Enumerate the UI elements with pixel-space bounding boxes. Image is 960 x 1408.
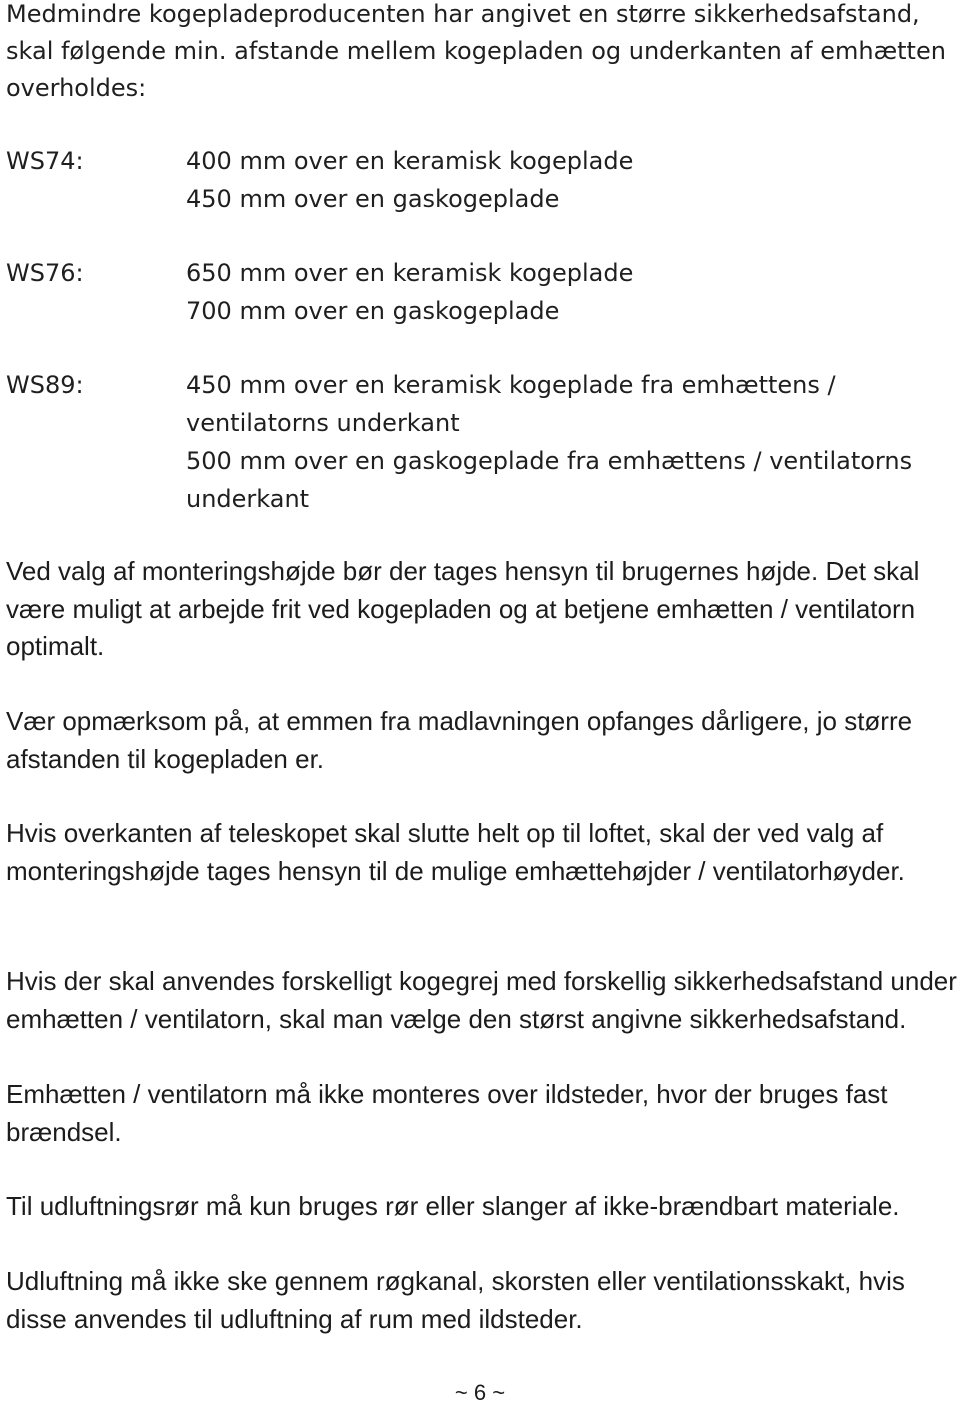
paragraph-safety-distance: Hvis der skal anvendes forskelligt kogegrej med forskellig sikkerhedsafstand under emhætten / ventilatorn, skal man vælge den størst angivne sikkerhedsafstand. (6, 966, 957, 1034)
spec-line: 450 mm over en keramisk kogeplade fra emhættens / (186, 371, 836, 399)
paragraph-mounting-height: Ved valg af monteringshøjde bør der tages hensyn til brugernes højde. Det skal være muligt at arbejde frit ved kogepladen og at betjene emhætten / ventilatorn optimalt. (6, 556, 920, 661)
model-label: WS74: (6, 147, 84, 175)
model-label: WS89: (6, 371, 84, 399)
model-spec-lines (186, 254, 956, 330)
model-spec-lines (186, 366, 956, 518)
paragraph-solid-fuel: Emhætten / ventilatorn må ikke monteres over ildsteder, hvor der bruges fast brændsel. (6, 1079, 888, 1147)
paragraph-telescope: Hvis overkanten af teleskopet skal slutte helt op til loftet, skal der ved valg af monteringshøjde tages hensyn til de mulige emhættehøjder / ventilatorhøyder. (6, 818, 905, 886)
spec-line: underkant (186, 485, 310, 513)
spec-line: 400 mm over en keramisk kogeplade (186, 147, 634, 175)
paragraph-fumes-notice: Vær opmærksom på, at emmen fra madlavningen opfanges dårligere, jo større afstanden til kogepladen er. (6, 706, 913, 774)
paragraph-exhaust-pipes: Til udluftningsrør må kun bruges rør eller slanger af ikke-brændbart materiale. (6, 1191, 900, 1221)
model-spec-lines (186, 142, 956, 218)
spec-line: 650 mm over en keramisk kogeplade (186, 259, 634, 287)
intro-paragraph: Medmindre kogepladeproducenten har angivet en større sikkerhedsafstand, skal følgende min. afstande mellem kogepladen og underkanten af emhætten overholdes: (6, 0, 946, 102)
spec-line: 500 mm over en gaskogeplade fra emhættens / ventilatorns (186, 447, 913, 475)
model-label: WS76: (6, 259, 84, 287)
spec-line: 450 mm over en gaskogeplade (186, 185, 560, 213)
paragraph-chimney: Udluftning må ikke ske gennem røgkanal, skorsten eller ventilationsskakt, hvis disse anvendes til udluftning af rum med ildsteder. (6, 1266, 905, 1334)
page-number: ~ 6 ~ (454, 1380, 506, 1405)
spec-line: 700 mm over en gaskogeplade (186, 297, 560, 325)
spec-line: ventilatorns underkant (186, 409, 460, 437)
